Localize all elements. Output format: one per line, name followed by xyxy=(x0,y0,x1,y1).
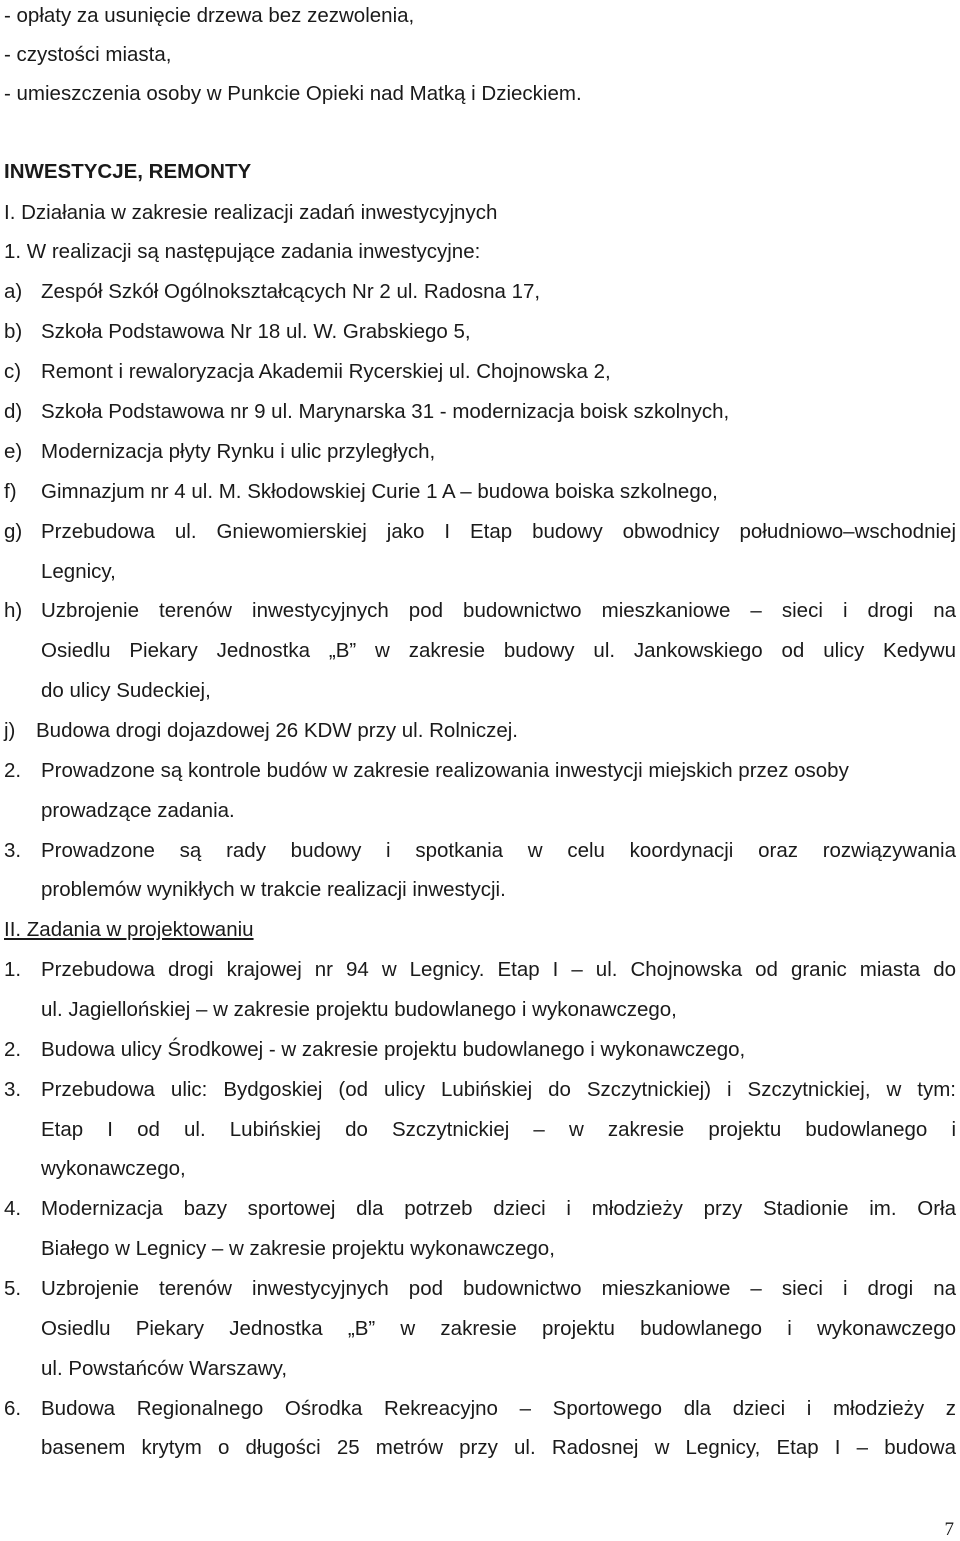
sub-item xyxy=(4,279,956,305)
list-line: - opłaty za usunięcie drzewa bez zezwolenia, xyxy=(4,4,415,27)
item-text-line: Remont i rewaloryzacja Akademii Rycerskiej ul. Chojnowska 2, xyxy=(41,360,611,383)
sub-item xyxy=(4,439,956,465)
item-text-line: Budowa ulicy Środkowej - w zakresie projektu budowlanego i wykonawczego, xyxy=(41,1038,746,1061)
page-number: 7 xyxy=(944,1519,954,1540)
sub-item-continuation xyxy=(4,638,956,664)
project-item xyxy=(4,957,956,983)
item-text-line: Przebudowa drogi krajowej nr 94 w Legnicy. Etap I – ul. Chojnowska od granic miasta do xyxy=(41,958,956,981)
item-text-line: do ulicy Sudeckiej, xyxy=(41,679,211,702)
item-text-line: prowadzące zadania. xyxy=(41,799,235,822)
project-continuation xyxy=(4,1117,956,1143)
numbered-item: 1. W realizacji są następujące zadania inwestycyjne: xyxy=(4,240,481,263)
item-text-line: Gimnazjum nr 4 ul. M. Skłodowskiej Curie 1 A – budowa boiska szkolnego, xyxy=(41,480,718,503)
item-label: b) xyxy=(4,320,23,343)
sub-item xyxy=(4,399,956,425)
item-label: g) xyxy=(4,520,23,543)
item-text-line: basenem krytym o długości 25 metrów przy ul. Radosnej w Legnicy, Etap I – budowa xyxy=(41,1436,956,1459)
item-text-line: Białego w Legnicy – w zakresie projektu wykonawczego, xyxy=(41,1237,555,1260)
item-label: e) xyxy=(4,440,23,463)
item-text-line: Uzbrojenie terenów inwestycyjnych pod budownictwo mieszkaniowe – sieci i drogi na xyxy=(41,1277,956,1300)
project-continuation xyxy=(4,1435,956,1461)
project-item xyxy=(4,1276,956,1302)
section-ii-title: II. Zadania w projektowaniu xyxy=(4,918,254,941)
numbered-item xyxy=(4,758,956,784)
item-text-line: Modernizacja bazy sportowej dla potrzeb dzieci i młodzieży przy Stadionie im. Orła xyxy=(41,1197,956,1220)
item-label: j) xyxy=(4,719,16,742)
section-heading: INWESTYCJE, REMONTY xyxy=(4,160,252,183)
list-line: - umieszczenia osoby w Punkcie Opieki nad Matką i Dzieckiem. xyxy=(4,82,582,105)
item-label: d) xyxy=(4,400,23,423)
item-text-line: Szkoła Podstawowa Nr 18 ul. W. Grabskiego 5, xyxy=(41,320,471,343)
item-text-line: Osiedlu Piekary Jednostka „B” w zakresie projektu budowlanego i wykonawczego xyxy=(41,1317,956,1340)
sub-item-continuation xyxy=(4,678,956,704)
item-text-line: Osiedlu Piekary Jednostka „B” w zakresie budowy ul. Jankowskiego od ulicy Kedywu xyxy=(41,639,956,662)
item-text-line: Szkoła Podstawowa nr 9 ul. Marynarska 31 - modernizacja boisk szkolnych, xyxy=(41,400,730,423)
item-label: 3. xyxy=(4,839,22,862)
sub-item xyxy=(4,359,956,385)
item-text-line: Prowadzone są rady budowy i spotkania w celu koordynacji oraz rozwiązywania xyxy=(41,839,956,862)
project-item xyxy=(4,1077,956,1103)
item-text-line: wykonawczego, xyxy=(41,1157,186,1180)
item-label: 3. xyxy=(4,1078,22,1101)
item-label: f) xyxy=(4,480,17,503)
project-continuation xyxy=(4,1236,956,1262)
item-text-line: problemów wynikłych w trakcie realizacji inwestycji. xyxy=(41,878,506,901)
sub-item xyxy=(4,718,956,744)
item-text-line: Budowa drogi dojazdowej 26 KDW przy ul. Rolniczej. xyxy=(36,719,518,742)
project-continuation xyxy=(4,1156,956,1182)
project-item xyxy=(4,1396,956,1422)
project-continuation xyxy=(4,1356,956,1382)
item-label: 2. xyxy=(4,759,22,782)
item-label: h) xyxy=(4,599,23,622)
item-label: 5. xyxy=(4,1277,22,1300)
item-text-line: Legnicy, xyxy=(41,560,116,583)
item-text-line: Budowa Regionalnego Ośrodka Rekreacyjno – Sportowego dla dzieci i młodzieży z xyxy=(41,1397,956,1420)
sub-item xyxy=(4,479,956,505)
section-i-title: I. Działania w zakresie realizacji zadań inwestycyjnych xyxy=(4,201,498,224)
project-item xyxy=(4,1037,956,1063)
sub-item xyxy=(4,519,956,545)
sub-item-continuation xyxy=(4,559,956,585)
project-continuation xyxy=(4,997,956,1023)
sub-item xyxy=(4,319,956,345)
item-text-line: Przebudowa ulic: Bydgoskiej (od ulicy Lubińskiej do Szczytnickiej) i Szczytnickiej, w tym: xyxy=(41,1078,956,1101)
item-text-line: Przebudowa ul. Gniewomierskiej jako I Etap budowy obwodnicy południowo–wschodniej xyxy=(41,520,956,543)
item-text-line: Modernizacja płyty Rynku i ulic przyległych, xyxy=(41,440,436,463)
item-text-line: Uzbrojenie terenów inwestycyjnych pod budownictwo mieszkaniowe – sieci i drogi na xyxy=(41,599,956,622)
item-label: a) xyxy=(4,280,23,303)
numbered-item xyxy=(4,838,956,864)
project-continuation xyxy=(4,1316,956,1342)
item-text-line: Zespół Szkół Ogólnokształcących Nr 2 ul. Radosna 17, xyxy=(41,280,541,303)
project-item xyxy=(4,1196,956,1222)
item-label: 6. xyxy=(4,1397,22,1420)
item-continuation xyxy=(4,877,956,903)
list-line: - czystości miasta, xyxy=(4,43,172,66)
item-label: 4. xyxy=(4,1197,22,1220)
item-label: c) xyxy=(4,360,22,383)
item-text-line: ul. Powstańców Warszawy, xyxy=(41,1357,288,1380)
item-label: 1. xyxy=(4,958,22,981)
item-text-line: Prowadzone są kontrole budów w zakresie realizowania inwestycji miejskich przez osoby xyxy=(41,759,849,782)
item-text-line: Etap I od ul. Lubińskiej do Szczytnickiej – w zakresie projektu budowlanego i xyxy=(41,1118,956,1141)
item-label: 2. xyxy=(4,1038,22,1061)
item-text-line: ul. Jagiellońskiej – w zakresie projektu budowlanego i wykonawczego, xyxy=(41,998,677,1021)
item-continuation xyxy=(4,798,956,824)
sub-item xyxy=(4,598,956,624)
